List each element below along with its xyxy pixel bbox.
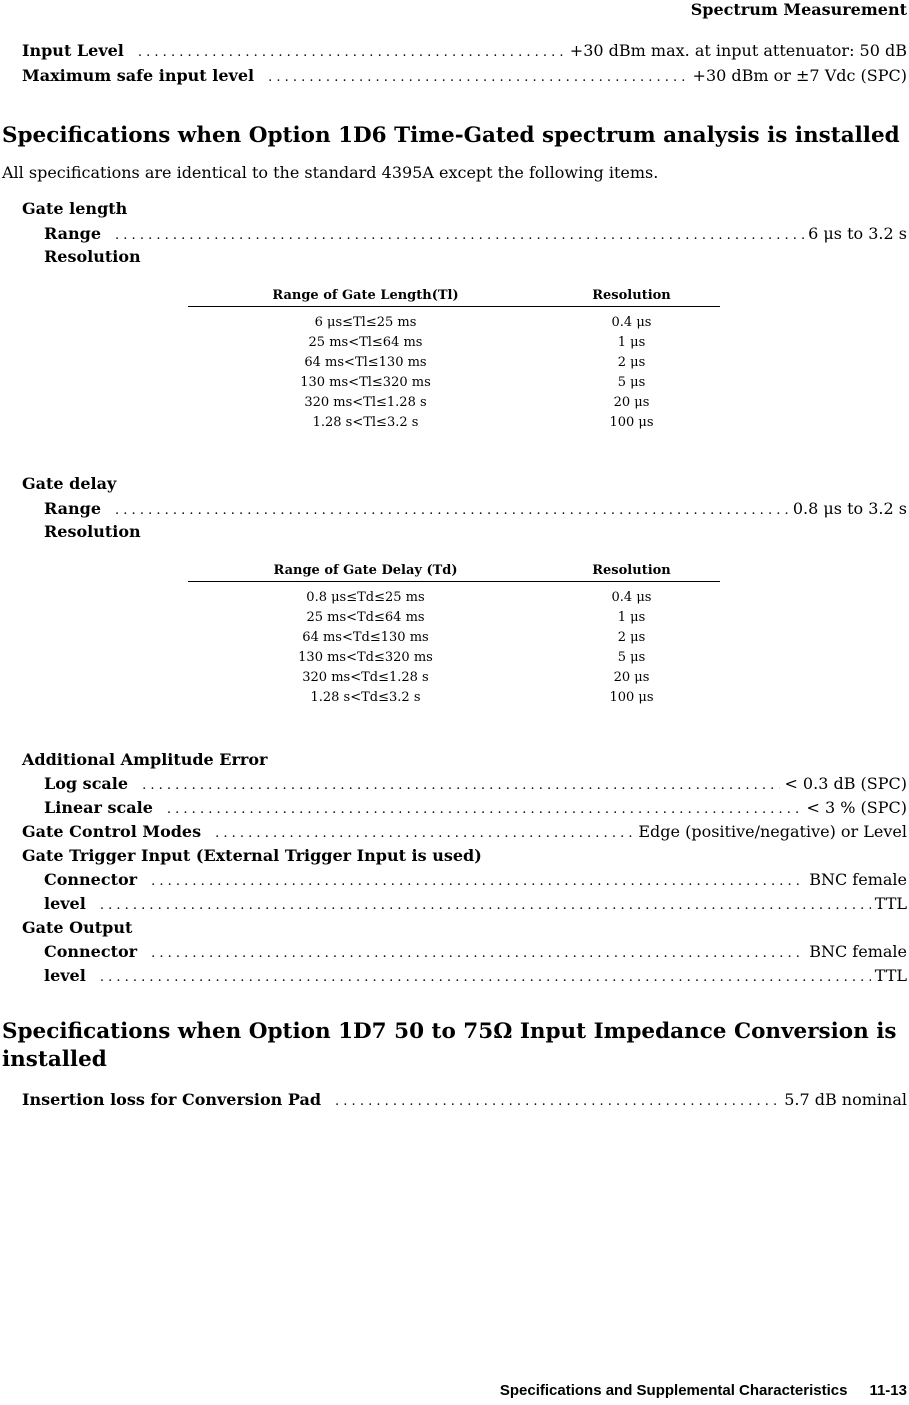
log-scale-row <box>44 774 907 796</box>
resolution-cell: 20 μs <box>613 670 650 685</box>
dot-leader <box>100 968 871 988</box>
gate-length-range-value: 6 μs to 3.2 s <box>808 224 907 243</box>
max-safe-input-row <box>22 66 907 88</box>
gate-trigger-level-label: level <box>44 894 86 913</box>
resolution-cell: 0.4 μs <box>611 590 652 605</box>
gate-trigger-input-title: Gate Trigger Input (External Trigger Input is used) <box>22 846 482 865</box>
table-row <box>188 393 720 413</box>
page-number: 11-13 <box>869 1382 907 1399</box>
range-cell: 6 μs≤Tl≤25 ms <box>314 315 417 330</box>
gate-output-connector-value: BNC female <box>809 942 907 961</box>
gate-length-resolution-label: Resolution <box>44 247 141 266</box>
resolution-cell: 1 μs <box>617 610 646 625</box>
linear-scale-label: Linear scale <box>44 798 153 817</box>
table-row <box>188 313 720 333</box>
table-row <box>188 588 720 608</box>
gate-output-title: Gate Output <box>22 918 133 937</box>
max-safe-input-value: +30 dBm or ±7 Vdc (SPC) <box>692 66 907 85</box>
table-header <box>188 288 720 307</box>
range-cell: 0.8 μs≤Td≤25 ms <box>306 590 425 605</box>
gate-delay-resolution-label: Resolution <box>44 522 141 541</box>
resolution-cell: 20 μs <box>613 395 650 410</box>
gate-trigger-connector-value: BNC female <box>809 870 907 889</box>
gate-delay-table <box>188 563 720 708</box>
section-heading-1d7: Specifications when Option 1D7 50 to 75Ω Input Impedance Conversion is installed <box>2 1019 897 1072</box>
gate-output-level-row <box>44 966 907 988</box>
gate-delay-range-label: Range <box>44 499 102 518</box>
input-level-label: Input Level <box>22 41 124 60</box>
gate-length-table <box>188 288 720 433</box>
range-cell: 25 ms<Td≤64 ms <box>306 610 425 625</box>
column-header-resolution: Resolution <box>592 288 671 303</box>
log-scale-label: Log scale <box>44 774 129 793</box>
table-row <box>188 373 720 393</box>
resolution-cell: 0.4 μs <box>611 315 652 330</box>
range-cell: 320 ms<Td≤1.28 s <box>302 670 429 685</box>
resolution-cell: 2 μs <box>617 630 646 645</box>
range-cell: 130 ms<Td≤320 ms <box>298 650 433 665</box>
resolution-cell: 100 μs <box>609 690 654 705</box>
table-row <box>188 333 720 353</box>
gate-trigger-level-value: TTL <box>874 894 907 913</box>
dot-leader <box>335 1092 780 1112</box>
gate-length-title: Gate length <box>22 199 128 218</box>
running-header: Spectrum Measurement <box>690 0 907 19</box>
footer-title: Specifications and Supplemental Characteristics <box>499 1382 848 1399</box>
dot-leader <box>151 872 805 892</box>
gate-delay-title: Gate delay <box>22 474 117 493</box>
log-scale-value: < 0.3 dB (SPC) <box>784 774 907 793</box>
dot-leader <box>138 43 566 63</box>
gate-trigger-connector-label: Connector <box>44 870 138 889</box>
table-row <box>188 608 720 628</box>
table-row <box>188 353 720 373</box>
gate-output-connector-label: Connector <box>44 942 138 961</box>
gate-length-range-label: Range <box>44 224 102 243</box>
resolution-cell: 1 μs <box>617 335 646 350</box>
dot-leader <box>100 896 871 916</box>
dot-leader <box>167 800 803 820</box>
page-footer <box>500 1382 907 1399</box>
gate-output-level-value: TTL <box>874 966 907 985</box>
column-header-range: Range of Gate Delay (Td) <box>273 563 458 578</box>
range-cell: 320 ms<Tl≤1.28 s <box>304 395 427 410</box>
table-row <box>188 413 720 433</box>
dot-leader <box>268 68 688 88</box>
input-level-value: +30 dBm max. at input attenuator: 50 dB <box>569 41 907 60</box>
resolution-cell: 2 μs <box>617 355 646 370</box>
insertion-loss-row <box>22 1090 907 1112</box>
gate-trigger-connector-row <box>44 870 907 892</box>
linear-scale-value: < 3 % (SPC) <box>806 798 907 817</box>
gate-control-modes-value: Edge (positive/negative) or Level <box>638 822 907 841</box>
section-intro: All specifications are identical to the standard 4395A except the following items. <box>2 163 659 182</box>
resolution-cell: 5 μs <box>617 375 646 390</box>
table-header <box>188 563 720 582</box>
gate-output-level-label: level <box>44 966 86 985</box>
dot-leader <box>115 226 804 246</box>
gate-output-connector-row <box>44 942 907 964</box>
dot-leader <box>151 944 805 964</box>
dot-leader <box>115 501 789 521</box>
gate-length-range-row <box>44 224 907 246</box>
gate-control-modes-row <box>22 822 907 844</box>
table-row <box>188 628 720 648</box>
additional-amplitude-error-title: Additional Amplitude Error <box>22 750 268 769</box>
table-row <box>188 688 720 708</box>
max-safe-input-label: Maximum safe input level <box>22 66 255 85</box>
gate-delay-range-row <box>44 499 907 521</box>
gate-trigger-level-row <box>44 894 907 916</box>
column-header-resolution: Resolution <box>592 563 671 578</box>
range-cell: 64 ms<Tl≤130 ms <box>304 355 427 370</box>
range-cell: 64 ms<Td≤130 ms <box>302 630 429 645</box>
section-heading-1d6: Specifications when Option 1D6 Time-Gated spectrum analysis is installed <box>2 123 900 148</box>
dot-leader <box>142 776 780 796</box>
resolution-cell: 5 μs <box>617 650 646 665</box>
resolution-cell: 100 μs <box>609 415 654 430</box>
range-cell: 1.28 s<Tl≤3.2 s <box>312 415 419 430</box>
table-row <box>188 668 720 688</box>
input-level-row <box>22 41 907 63</box>
gate-control-modes-label: Gate Control Modes <box>22 822 202 841</box>
column-header-range: Range of Gate Length(Tl) <box>272 288 459 303</box>
table-body <box>188 582 720 708</box>
insertion-loss-value: 5.7 dB nominal <box>784 1090 907 1109</box>
table-row <box>188 648 720 668</box>
dot-leader <box>215 824 634 844</box>
range-cell: 1.28 s<Td≤3.2 s <box>310 690 421 705</box>
linear-scale-row <box>44 798 907 820</box>
range-cell: 25 ms<Tl≤64 ms <box>308 335 423 350</box>
gate-delay-range-value: 0.8 μs to 3.2 s <box>792 499 907 518</box>
insertion-loss-label: Insertion loss for Conversion Pad <box>22 1090 322 1109</box>
table-body <box>188 307 720 433</box>
range-cell: 130 ms<Tl≤320 ms <box>300 375 431 390</box>
